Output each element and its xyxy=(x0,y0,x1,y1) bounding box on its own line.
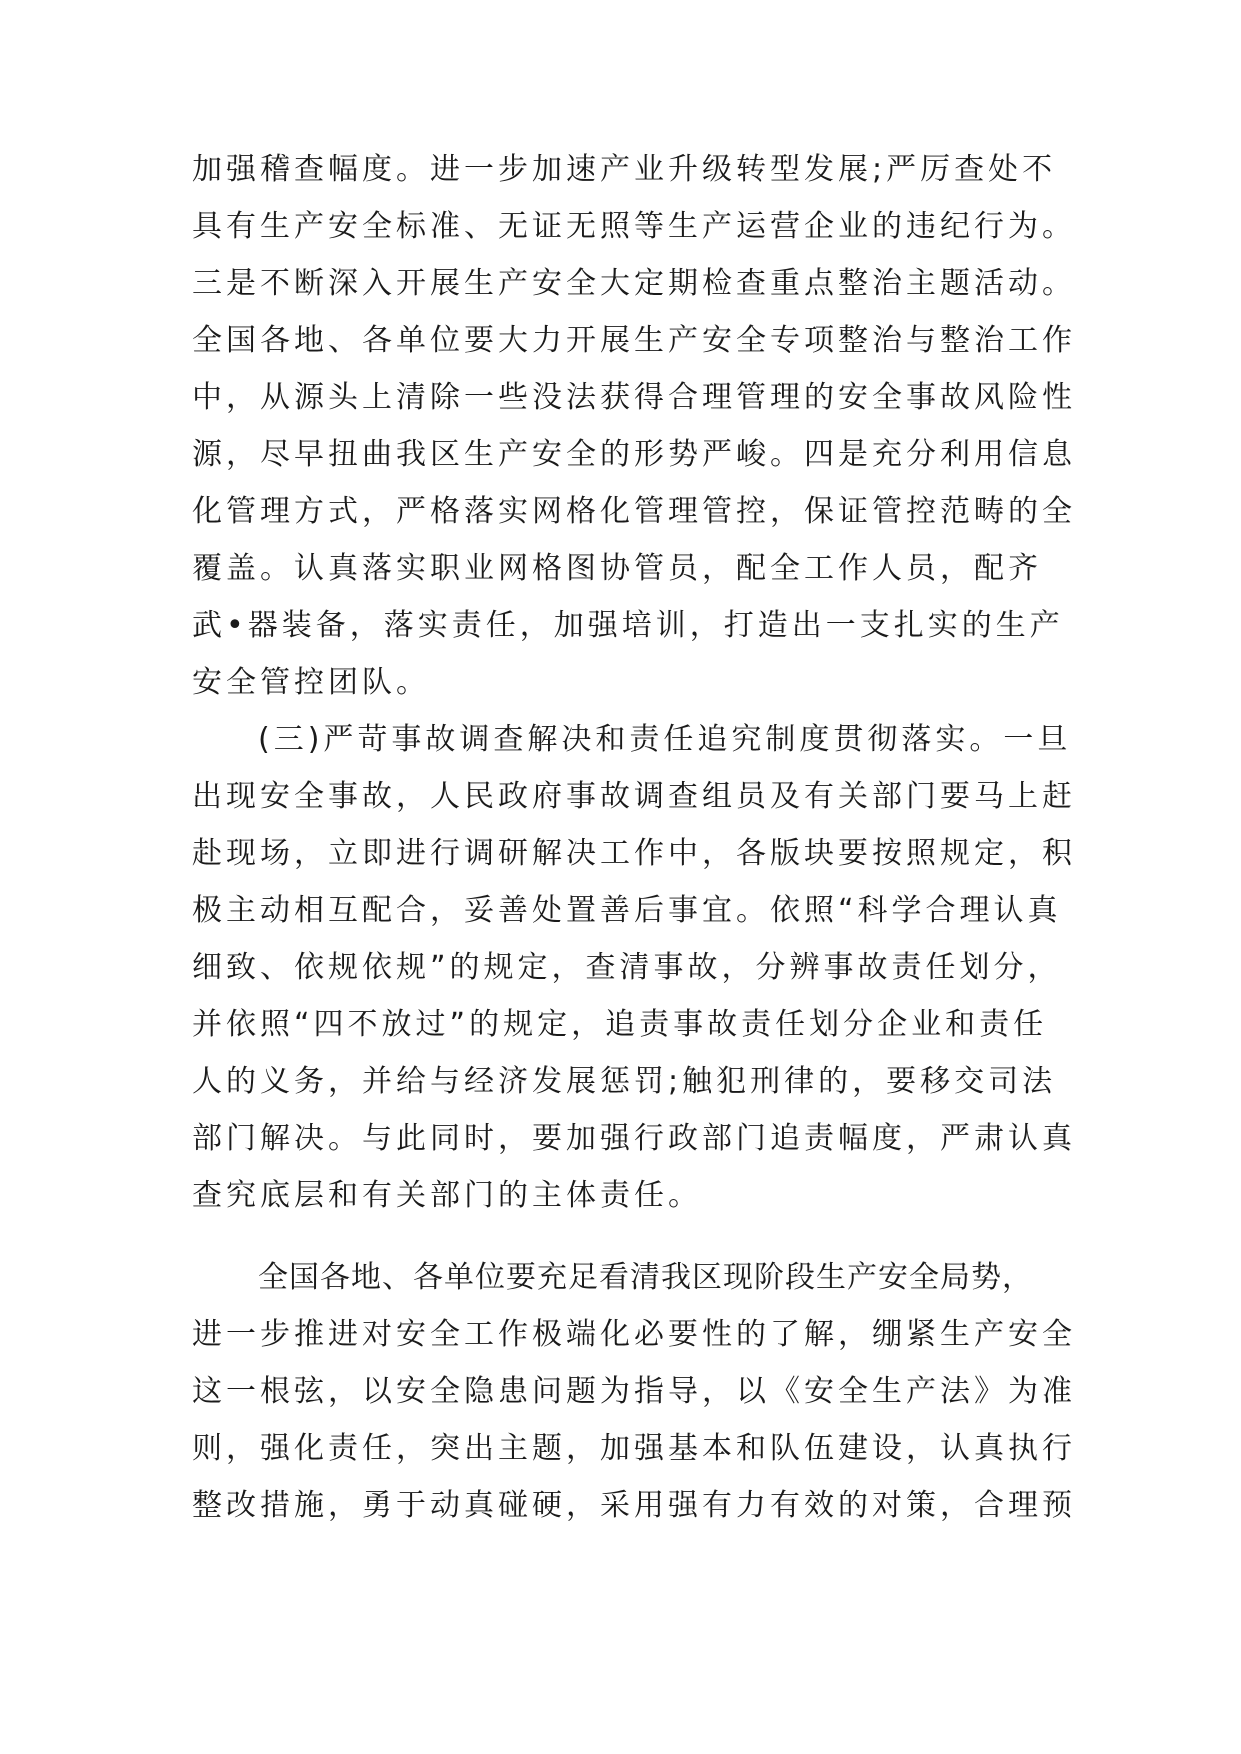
text-line: 加强稽查幅度。进一步加速产业升级转型发展;严厉查处不 xyxy=(192,152,1057,187)
text-line: 人的义务，并给与经济发展惩罚;触犯刑律的，要移交司法 xyxy=(192,1064,1057,1099)
text-line: 三是不断深入开展生产安全大定期检查重点整治主题活动。 xyxy=(192,266,1076,301)
text-line: 整改措施，勇于动真碰硬，采用强有力有效的对策，合理预 xyxy=(192,1488,1076,1523)
text-line: 进一步推进对安全工作极端化必要性的了解，绷紧生产安全 xyxy=(192,1317,1076,1352)
text-line: 极主动相互配合，妥善处置善后事宜。依照“科学合理认真 xyxy=(192,893,1062,928)
section-heading-line: (三)严苛事故调查解决和责任追究制度贯彻落实。一旦 xyxy=(258,722,1072,757)
text-line: 细致、依规依规”的规定，查清事故，分辨事故责任划分， xyxy=(192,950,1062,985)
text-line: 这一根弦，以安全隐患问题为指导，以《安全生产法》为准 xyxy=(192,1374,1076,1409)
text-line: 化管理方式，严格落实网格化管理管控，保证管控范畴的全 xyxy=(192,494,1076,529)
text-line: 部门解决。与此同时，要加强行政部门追责幅度，严肃认真 xyxy=(192,1121,1076,1156)
text-line: 中，从源头上清除一些没法获得合理管理的安全事故风险性 xyxy=(192,380,1076,415)
text-line: 安全管控团队。 xyxy=(192,665,430,700)
paragraph-first-line: 全国各地、各单位要充足看清我区现阶段生产安全局势， xyxy=(258,1260,1033,1295)
text-line: 查究底层和有关部门的主体责任。 xyxy=(192,1178,702,1213)
text-line: 出现安全事故，人民政府事故调查组员及有关部门要马上赶 xyxy=(192,779,1076,814)
text-line: 具有生产安全标准、无证无照等生产运营企业的违纪行为。 xyxy=(192,209,1076,244)
text-line: 全国各地、各单位要大力开展生产安全专项整治与整治工作 xyxy=(192,323,1076,358)
text-line: 武•器装备，落实责任，加强培训，打造出一支扎实的生产 xyxy=(192,608,1064,643)
text-line: 源，尽早扭曲我区生产安全的形势严峻。四是充分利用信息 xyxy=(192,437,1076,472)
text-line: 则，强化责任，突出主题，加强基本和队伍建设，认真执行 xyxy=(192,1431,1076,1466)
text-line: 并依照“四不放过”的规定，追责事故责任划分企业和责任 xyxy=(192,1007,1048,1042)
text-line: 赴现场，立即进行调研解决工作中，各版块要按照规定，积 xyxy=(192,836,1076,871)
text-line: 覆盖。认真落实职业网格图协管员，配全工作人员，配齐 xyxy=(192,551,1042,586)
